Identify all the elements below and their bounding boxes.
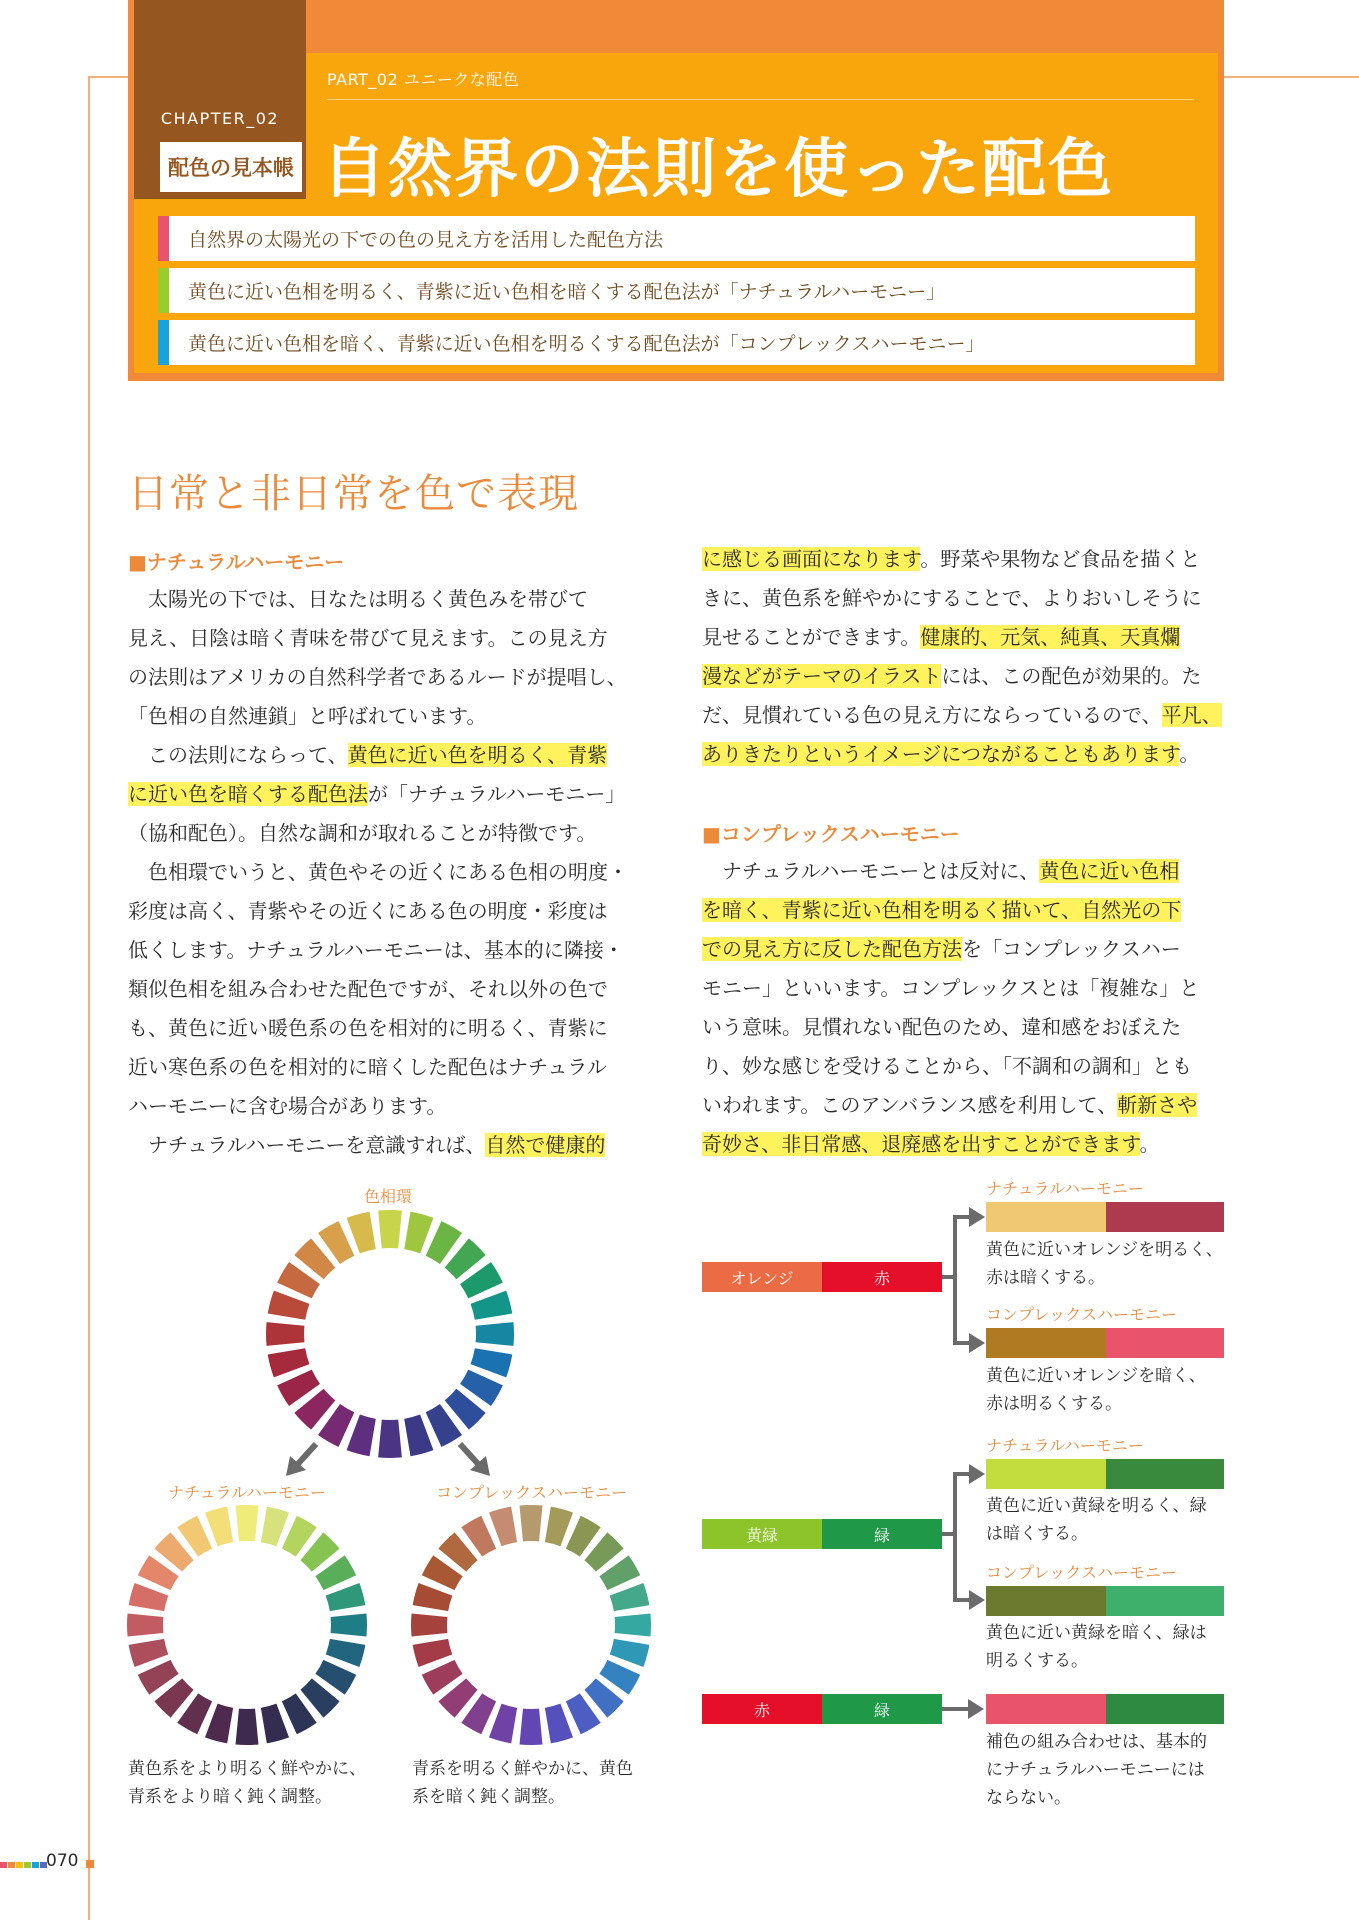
result-swatch bbox=[986, 1459, 1106, 1489]
wheel-segment bbox=[326, 1639, 366, 1667]
wheel-segment bbox=[520, 1709, 543, 1745]
wheel-segment bbox=[615, 1614, 651, 1637]
natural-wheel-label: ナチュラルハーモニー bbox=[168, 1483, 326, 1502]
text-line bbox=[128, 814, 628, 853]
source-swatch bbox=[822, 1694, 942, 1724]
text-segment: には、この配色が効果的。た bbox=[941, 664, 1202, 688]
text-line bbox=[702, 930, 1199, 969]
caption-line: 赤は暗くする。 bbox=[986, 1268, 1105, 1288]
connector bbox=[953, 1215, 957, 1343]
text-segment: ナチュラルハーモニーを意識すれば、 bbox=[128, 1133, 486, 1157]
highlighted-text: ありきたりというイメージにつながることもあります bbox=[702, 742, 1180, 766]
text-segment: 。 bbox=[1179, 742, 1200, 766]
complex-wheel-label: コンプレックスハーモニー bbox=[436, 1483, 628, 1502]
text-line bbox=[128, 892, 628, 931]
wheel-segment bbox=[404, 1415, 433, 1457]
caption-line: 赤は明るくする。 bbox=[986, 1394, 1122, 1414]
bullet-text: 黄色に近い色相を暗く、青紫に近い色相を明るくする配色法が「コンプレックスハーモニー」 bbox=[188, 333, 985, 355]
wheel-segment bbox=[489, 1704, 517, 1744]
bullet-marker bbox=[158, 216, 169, 261]
swatch-label: 赤 bbox=[873, 1268, 890, 1288]
left-column-text bbox=[128, 580, 628, 1165]
caption-line: ならない。 bbox=[986, 1788, 1071, 1808]
arrow-right-icon bbox=[942, 1697, 986, 1721]
text-segment: り、妙な感じを受けることから、「不調和の調和」とも bbox=[702, 1054, 1192, 1078]
text-segment: この法則にならって、 bbox=[128, 743, 348, 767]
caption-line: 青系をより暗く鈍く調整。 bbox=[128, 1787, 332, 1807]
bullet-text: 自然界の太陽光の下での色の見え方を活用した配色方法 bbox=[188, 229, 664, 251]
caption-line: 黄色に近い黄緑を暗く、緑は bbox=[986, 1623, 1207, 1643]
arrow-down-left-icon bbox=[282, 1440, 324, 1480]
wheel-segment bbox=[413, 1639, 453, 1667]
highlighted-text: での見え方に反した配色方法 bbox=[702, 937, 962, 961]
text-line bbox=[702, 735, 1222, 774]
text-segment: の法則はアメリカの自然科学者であるルードが提唱し、 bbox=[128, 665, 627, 689]
text-line bbox=[128, 736, 628, 775]
result-swatch bbox=[1106, 1586, 1224, 1616]
source-swatch bbox=[702, 1694, 822, 1724]
text-line bbox=[128, 970, 628, 1009]
highlighted-text: を暗く、青紫に近い色相を明るく描いて、自然光の下 bbox=[702, 898, 1182, 922]
text-line bbox=[128, 1009, 628, 1048]
swatch-caption bbox=[986, 1362, 1206, 1418]
bullet-text: 黄色に近い色相を明るく、青紫に近い色相を暗くする配色法が「ナチュラルハーモニー」 bbox=[188, 281, 946, 303]
bullet-marker bbox=[158, 268, 169, 313]
wheel-segment bbox=[268, 1348, 310, 1377]
footer-color-bars bbox=[0, 1862, 48, 1868]
arrow-right-icon bbox=[953, 1331, 987, 1355]
arrow-down-right-icon bbox=[452, 1440, 494, 1480]
complex-harmony-label: コンプレックスハーモニー bbox=[986, 1305, 1178, 1324]
text-segment: 類似色相を組み合わせた配色ですが、それ以外の色で bbox=[128, 977, 608, 1001]
part-label: PART_02 ユニークな配色 bbox=[327, 70, 520, 89]
natural-wheel-caption bbox=[128, 1755, 366, 1811]
text-segment: 。 bbox=[1139, 1132, 1160, 1156]
caption-line: 黄色に近いオレンジを暗く、 bbox=[986, 1366, 1206, 1386]
text-line bbox=[702, 540, 1222, 579]
swatch-label: 緑 bbox=[873, 1525, 890, 1545]
highlighted-text: に感じる画面になります bbox=[702, 547, 921, 571]
text-line bbox=[702, 891, 1199, 930]
margin-rule-top-left bbox=[88, 76, 128, 78]
highlighted-text: に近い色を暗くする配色法 bbox=[128, 782, 368, 806]
wheel-segment bbox=[610, 1583, 650, 1611]
wheel-segment bbox=[347, 1212, 376, 1254]
wheel-segment bbox=[411, 1614, 447, 1637]
part-rule bbox=[327, 99, 1194, 100]
highlighted-text: 健康的、元気、純真、天真爛 bbox=[920, 625, 1181, 649]
wheel-segment bbox=[331, 1614, 367, 1637]
text-line bbox=[702, 1047, 1199, 1086]
wheel-segment bbox=[610, 1639, 650, 1667]
wheel-segment bbox=[127, 1614, 163, 1637]
swatch-caption bbox=[986, 1619, 1207, 1675]
text-segment: だ、見慣れている色の見え方にならっているので、 bbox=[702, 703, 1162, 727]
highlighted-text: 黄色に近い色を明るく、青紫 bbox=[347, 743, 608, 767]
highlighted-text: 斬新さや bbox=[1117, 1093, 1198, 1117]
result-swatch bbox=[986, 1202, 1106, 1232]
hue-wheel-label: 色相環 bbox=[364, 1187, 413, 1206]
wheel-segment bbox=[347, 1415, 376, 1457]
wheel-segment bbox=[236, 1505, 259, 1541]
wheel-segment bbox=[545, 1704, 573, 1744]
caption-line: 青系を明るく鮮やかに、黄色 bbox=[412, 1759, 633, 1779]
text-line bbox=[702, 1008, 1199, 1047]
text-line bbox=[128, 1087, 628, 1126]
wheel-segment bbox=[471, 1348, 513, 1377]
footer-dot bbox=[86, 1860, 94, 1868]
chapter-box: 配色の見本帳 bbox=[159, 141, 303, 193]
natural-harmony-wheel bbox=[124, 1502, 370, 1748]
text-segment: ハーモニーに含む場合があります。 bbox=[128, 1094, 447, 1118]
wheel-segment bbox=[266, 1322, 304, 1346]
wheel-segment bbox=[378, 1420, 402, 1458]
natural-harmony-label: ナチュラルハーモニー bbox=[986, 1436, 1144, 1455]
wheel-segment bbox=[205, 1704, 233, 1744]
text-segment: 彩度は高く、青紫やその近くにある色の明度・彩度は bbox=[128, 899, 608, 923]
text-line bbox=[702, 618, 1222, 657]
swatch-label: オレンジ bbox=[730, 1268, 794, 1288]
text-segment: 。野菜や果物など食品を描くと bbox=[920, 547, 1201, 571]
right-column-text-bottom bbox=[702, 852, 1199, 1164]
summary-bullet bbox=[158, 320, 1195, 365]
text-segment: を「コンプレックスハー bbox=[962, 937, 1181, 961]
result-swatch bbox=[1106, 1202, 1224, 1232]
wheel-segment bbox=[129, 1583, 169, 1611]
swatch-label: 赤 bbox=[753, 1700, 770, 1720]
natural-harmony-heading: ■ナチュラルハーモニー bbox=[128, 550, 345, 574]
complex-harmony-wheel bbox=[408, 1502, 654, 1748]
wheel-segment bbox=[268, 1291, 310, 1320]
caption-line: 黄色系をより明るく鮮やかに、 bbox=[128, 1759, 366, 1779]
text-segment: いう意味。見慣れない配色のため、違和感をおぼえた bbox=[702, 1015, 1182, 1039]
result-swatch bbox=[1106, 1694, 1224, 1724]
natural-harmony-label: ナチュラルハーモニー bbox=[986, 1179, 1144, 1198]
wheel-segment bbox=[378, 1210, 402, 1248]
wheel-segment bbox=[261, 1704, 289, 1744]
source-swatch bbox=[702, 1519, 822, 1549]
source-swatch bbox=[822, 1519, 942, 1549]
wheel-segment bbox=[404, 1212, 433, 1254]
text-segment: （協和配色）。自然な調和が取れることが特徴です。 bbox=[128, 821, 597, 845]
caption-line: は暗くする。 bbox=[986, 1524, 1088, 1544]
footer-color-bar bbox=[24, 1862, 31, 1868]
caption-line: にナチュラルハーモニーには bbox=[986, 1760, 1205, 1780]
swatch-caption bbox=[986, 1236, 1223, 1292]
chapter-label: CHAPTER_02 bbox=[160, 109, 280, 128]
bullet-marker bbox=[158, 320, 169, 365]
text-line bbox=[128, 580, 628, 619]
text-line bbox=[702, 852, 1199, 891]
caption-line: 系を暗く鈍く調整。 bbox=[412, 1787, 565, 1807]
highlighted-text: 黄色に近い色相 bbox=[1039, 859, 1180, 883]
hue-wheel bbox=[262, 1206, 518, 1462]
text-segment: きに、黄色系を鮮やかにすることで、よりおいしそうに bbox=[702, 586, 1202, 610]
text-line bbox=[128, 931, 628, 970]
footer-color-bar bbox=[0, 1862, 7, 1868]
result-swatch bbox=[1106, 1459, 1224, 1489]
summary-bullet bbox=[158, 268, 1195, 313]
wheel-segment bbox=[476, 1322, 514, 1346]
wheel-segment bbox=[471, 1291, 513, 1320]
text-segment: 低くします。ナチュラルハーモニーは、基本的に隣接・ bbox=[128, 938, 624, 962]
wheel-segment bbox=[236, 1709, 259, 1745]
caption-line: 明るくする。 bbox=[986, 1651, 1088, 1671]
text-line bbox=[128, 1126, 628, 1165]
text-line bbox=[702, 657, 1222, 696]
text-segment: 太陽光の下では、日なたは明るく黄色みを帯びて bbox=[128, 587, 588, 611]
wheel-segment bbox=[326, 1583, 366, 1611]
arrow-right-icon bbox=[953, 1205, 987, 1229]
margin-rule-vertical bbox=[88, 76, 90, 1920]
right-column-text bbox=[702, 540, 1222, 774]
caption-line: 補色の組み合わせは、基本的 bbox=[986, 1732, 1207, 1752]
footer-color-bar bbox=[16, 1862, 23, 1868]
complex-harmony-label: コンプレックスハーモニー bbox=[986, 1563, 1178, 1582]
footer-color-bar bbox=[32, 1862, 39, 1868]
wheel-segment bbox=[545, 1507, 573, 1547]
swatch-label: 黄緑 bbox=[745, 1525, 778, 1545]
swatch-caption bbox=[986, 1492, 1207, 1548]
page-number: 070 bbox=[46, 1851, 79, 1871]
connector bbox=[953, 1472, 957, 1600]
complex-wheel-caption bbox=[412, 1755, 633, 1811]
text-line bbox=[128, 619, 628, 658]
wheel-segment bbox=[413, 1583, 453, 1611]
highlighted-text: 自然で健康的 bbox=[485, 1133, 606, 1157]
source-swatch bbox=[822, 1262, 942, 1292]
text-line bbox=[702, 969, 1199, 1008]
text-line bbox=[128, 853, 628, 892]
summary-bullet bbox=[158, 216, 1195, 261]
text-segment: 見え、日陰は暗く青味を帯びて見えます。この見え方 bbox=[128, 626, 608, 650]
arrow-right-icon bbox=[953, 1462, 987, 1486]
result-swatch bbox=[986, 1694, 1106, 1724]
section-title: 日常と非日常を色で表現 bbox=[128, 471, 579, 517]
text-line bbox=[702, 579, 1222, 618]
text-segment: いわれます。このアンバランス感を利用して、 bbox=[702, 1093, 1118, 1117]
wheel-segment bbox=[261, 1507, 289, 1547]
text-segment: 色相環でいうと、黄色やその近くにある色相の明度・ bbox=[128, 860, 628, 884]
wheel-segment bbox=[489, 1507, 517, 1547]
highlighted-text: 漫などがテーマのイラスト bbox=[702, 664, 942, 688]
result-swatch bbox=[986, 1586, 1106, 1616]
text-line bbox=[128, 775, 628, 814]
text-segment: 近い寒色系の色を相対的に暗くした配色はナチュラル bbox=[128, 1055, 607, 1079]
text-segment: 「色相の自然連鎖」と呼ばれています。 bbox=[128, 704, 487, 728]
footer-color-bar bbox=[8, 1862, 15, 1868]
wheel-segment bbox=[205, 1507, 233, 1547]
text-line bbox=[128, 658, 628, 697]
highlighted-text: 奇妙さ、非日常感、退廃感を出すことができます bbox=[702, 1132, 1140, 1156]
wheel-segment bbox=[129, 1639, 169, 1667]
text-line bbox=[702, 1086, 1199, 1125]
margin-rule-top-right bbox=[1224, 76, 1359, 78]
arrow-right-icon bbox=[953, 1588, 987, 1612]
text-line bbox=[128, 1048, 628, 1087]
result-swatch bbox=[986, 1328, 1106, 1358]
swatch-label: 緑 bbox=[873, 1700, 890, 1720]
text-segment: モニー」といいます。コンプレックスとは「複雑な」と bbox=[702, 976, 1200, 1000]
text-segment: が「ナチュラルハーモニー」 bbox=[368, 782, 626, 806]
caption-line: 黄色に近いオレンジを明るく、 bbox=[986, 1240, 1223, 1260]
swatch-caption bbox=[986, 1728, 1207, 1812]
result-swatch bbox=[1106, 1328, 1224, 1358]
text-line bbox=[702, 1125, 1199, 1164]
page-title: 自然界の法則を使った配色 bbox=[322, 133, 1114, 207]
complex-harmony-heading: ■コンプレックスハーモニー bbox=[702, 822, 960, 846]
text-segment: ナチュラルハーモニーとは反対に、 bbox=[702, 859, 1040, 883]
text-line bbox=[128, 697, 628, 736]
text-line bbox=[702, 696, 1222, 735]
highlighted-text: 平凡、 bbox=[1161, 703, 1222, 727]
text-segment: も、黄色に近い暖色系の色を相対的に明るく、青紫に bbox=[128, 1016, 608, 1040]
source-swatch bbox=[702, 1262, 822, 1292]
text-segment: 見せることができます。 bbox=[702, 625, 921, 649]
wheel-segment bbox=[520, 1505, 543, 1541]
caption-line: 黄色に近い黄緑を明るく、緑 bbox=[986, 1496, 1207, 1516]
